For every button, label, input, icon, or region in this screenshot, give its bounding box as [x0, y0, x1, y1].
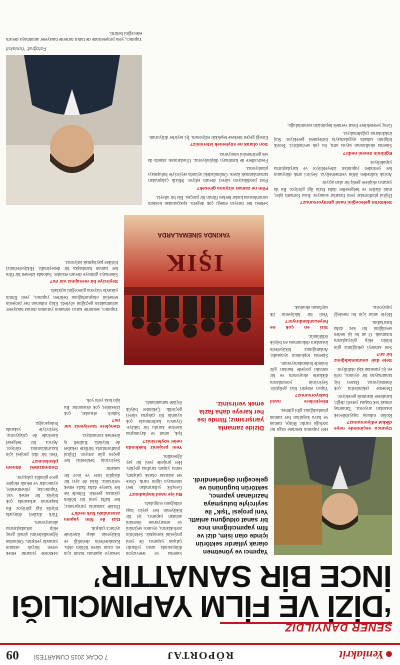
issue-date: 7 OCAK 2015 CUMARTESİ	[34, 653, 108, 659]
body-column-7: Sektörün geleceğini nasıl görüyorsunuz? Dijital platformlar yeni fırsatlar sunuyor. Kısa formatlı işler, mini diziler ve belgeseller daha fazla ilgi görüyor. Bu da yaratıcı ekiplere geniş bir alan açıyor. Ancak kaliteden ödün vermemeliyiz. Seyirci artık dünyanın her yerinden yapımları izleyebiliyor ve karşılaştırma yapabiliyor. Eğitimin önemi nedir? Sinema okullarının sayısı arttı, bu çok sevindirici. Teorik bilginin sahada uygulamayla birleşmesi gerekiyor. Staj imkânlarını çoğaltmalıyız. Genç yeteneklere fırsat vermek hepimizin sorumluluğu.	[274, 121, 392, 205]
byline-text: ŞENER DANYILDIZ	[284, 621, 392, 633]
page-number: 09	[6, 648, 19, 663]
pull-quote: Dizide zamanla yarışırsınız; filmde ise her kareye daha fazla emek verirsiniz.	[197, 400, 264, 431]
headline-line-1: ‘DİZİ VE FİLM YAPIMCILIĞI	[11, 589, 392, 624]
headline	[8, 559, 392, 624]
lede-column: Yapımcı ve yönetmen olarak yıllardır sektörün içinde olan isim, dizi ve film yapımcılığının ince bir sanat olduğunu anlattı. Yeni projesi "Işık" ile seyirciyle buluşmaya hazırlanan yapımcı, sektörün bugününü ve geleceğini değerlendirdi.	[188, 476, 268, 555]
section-title: RÖPORTAJ	[166, 649, 234, 661]
poster-title: IŞIK	[164, 249, 224, 275]
photo-caption: Fotoğraf: Yeniakrit	[6, 45, 47, 51]
headline-line-2: İNCE BİR SANATTIR’	[93, 559, 392, 594]
body-column-5: Her yapımın kendine özgü bir zorluğu vardır. Bütçe, zaman ve hava koşulları her zaman planladığınız gibi gitmez. Eleştirilere nasıl bakıyorsunuz? Yapıcı eleştiri bizi geliştirir. Seyircinin yorumlarını dikkatle okuyorum ve bir sonraki projede bunları göz önünde bulunduruyorum. Sinema toplumun aynasıdır. Anlattığımız hikâyelerin insanlara dokunması en büyük ödülümüz. Sizi en çok ne heyecanlandırıyor? Yeni bir hikâyenin ilk sayfasını okumak.	[270, 304, 328, 431]
body-column-1: Sinema ve televizyon dünyasında uzun yıllardır çalışan yapımcı ile yeni projesini konuştuk. Sektörün zorluklarını, oyuncu seçimini ve senaryonun önemini anlatan yapımcı, iyi bir hikâyenin her şeyin başı olduğunu vurguladı. Bu işe nasıl başladınız? Gençlik yıllarımdan beri sinemaya ilgim vardı. Önce set asistanı olarak çalıştım, sonra yapım tarafına geçtim. Her projede yeni bir şey öğrendim. Yeni projeniz hakkında neler söylersiniz? Işık, umut ve dayanışma üzerine kurulu bir hikâye. Oyuncu kadromuzla çok uyumlu bir çalışma süreci geçirdik. Çekimler büyük ölçüde tamamlandı.	[126, 399, 182, 555]
interview-photo	[274, 437, 392, 555]
second-photo	[6, 55, 142, 205]
portrait-illustration	[274, 437, 392, 555]
body-column-6: Yapımcı, sektörde kalıcı olmanın yolunun dürüst hikâyeler anlatmaktan geçtiğini söyledi. Ekip ruhunun her projenin temelini oluşturduğunu belirten yapımcı, yeni filmin yakında vizyona gireceğini açıkladı. Seyirciye bir mesajınız var mı? Sinemaya gitmeye devam etsinler. Salonda izlenen bir film her zaman bambaşka bir deneyimdir. Hikâyelerimizi birlikte paylaşmak istiyoruz.	[6, 258, 118, 311]
body-column-9: Yapımcı, yeni projelerinde de farklı türlerde hikâyeler anlatmaya devam edeceğini belirtti.	[6, 29, 142, 41]
film-poster	[124, 215, 264, 365]
body-column-8: Setteki her bireyin emeği çok değerli. Işıkçısından kostüm sorumlusuna kadar herkes filmin bir parçası. Biz bir aileyiz. Film ne zaman vizyona girecek? Post prodüksiyon süreci devam ediyor. Müzik çalışmaları tamamlanmak üzere. Önümüzdeki aylarda seyirciyle buluşmayı planlıyoruz. Festivallere de katılmayı düşünüyoruz. Uluslararası alanda da ses getirmesini umuyoruz. Son olarak ne söylemek istersiniz? Emeği geçen herkese teşekkür ediyorum. İyi seyirler diliyorum.	[148, 134, 268, 205]
byline	[220, 623, 392, 637]
poster-tagline: YAKINDA SİNEMALARDA	[157, 231, 231, 237]
masthead-bar	[0, 643, 400, 665]
second-portrait-illustration	[6, 55, 142, 205]
logo-text: Yeniakrit	[339, 648, 384, 662]
body-column-4: Oyuncu seçiminde neye dikkat ediyorsunuz? Rolün ruhunu taşıyabilecek insanları arıyoruz. Tanınmış olmak tek başına yeterli değil; karaktere inanmak gerekiyor. Deneme çekimlerini çok önemsiyoruz. Bazen hiç tanınmayan bir oyuncu, rolü en iyi yansıtan kişi olabiliyor. Sete dair unutamadığınız bir an? Son sahneyi çektiğimiz gün bütün ekip gözyaşlarını tutamadı. O an bu işi neden sevdiğimi bir kez daha hatırladım. Böyle anlar için bu mesleği yapıyoruz.	[334, 304, 392, 431]
body-column-2: Senaryo aşaması bizim için en uzun süren bölüm oldu. Karakterlerin derinliği ve hikâyenin akışı üzerinde aylarca çalıştık. Dizi ile film yapımı arasındaki fark nedir? Dizide zamanla yarışırsınız; her hafta yeni bir bölüm çıkması gerekir. Filmde ise her kareye daha fazla emek verirsiniz. İkisi de ayrı bir disiplin ister ve ince bir sanattır. Seyircinin beklentisi her geçen gün artıyor. Dijital platformlarla birlikte rekabet de büyüdü. Kaliteli iş üretmek zorundayız. Gençlere tavsiyeniz var mı? Sabırlı olsunlar, çok izlesinler, çok okusunlar. Bu işin kısa yolu yok.	[64, 397, 120, 555]
body-column-3: Sektörde yıllardır emek veren birçok ustanın yanında yetiştim. Onlardan öğrendiklerimi şimdi genç ekip arkadaşlarıma aktarıyorum. Türk dizileri dünyada büyük ilgi görüyor. Bu başarının arkasında çok büyük bir emek var. Yapımcılar, yönetmenler, oyuncular ve teknik ekipler gece gündüz çalışıyor. Önümüzdeki dönem planlarınız? Yeni bir dizi projesi için hazırlıklarımız sürüyor. Ayrıca bir belgesel üzerinde de çalışıyoruz. Seyirciyle yakında buluşacağız.	[6, 419, 58, 555]
poster-illustration	[124, 215, 264, 365]
